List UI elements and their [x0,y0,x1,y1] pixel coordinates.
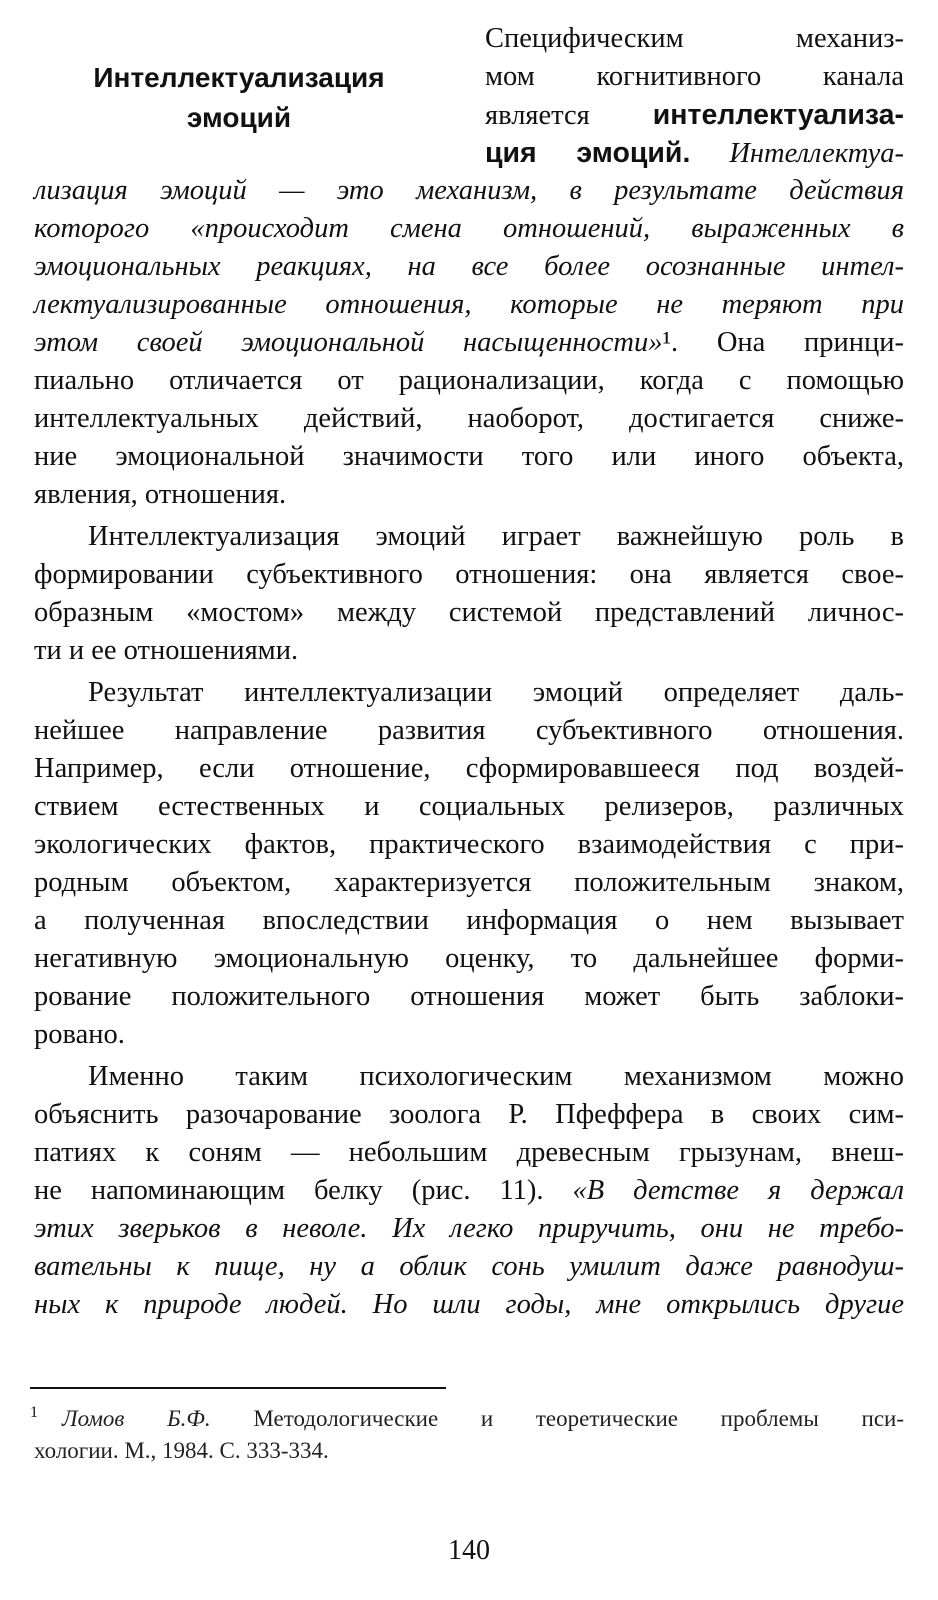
section-heading [34,58,444,138]
footnote-mark: 1 [30,1404,38,1421]
para4-line: Именно таким психологическим механизмом можно [88,1061,904,1092]
para3-line: ствием естественных и социальных релизеров, различных [34,791,904,822]
footnote-title: Методологические и теоретические проблемы пси- [210,1406,904,1431]
para4-line: патиях к соням — небольшим древесным грызунам, внеш- [34,1137,904,1168]
para3-line: родным объектом, характеризуется положительным знаком, [34,867,904,898]
para3-line: а полученная впоследствии информация о нем вызывает [34,905,904,936]
para3-line: Например, если отношение, сформировавшееся под воздей- [34,753,904,784]
para1-line: лектуализированные отношения, которые не теряют при [34,289,904,320]
para2-line: формировании субъективного отношения: она является свое- [34,559,904,590]
quote-start: «В детстве я держал [572,1175,904,1206]
para1-line: пиально отличается от рационализации, когда с помощью [34,365,904,396]
footnote-line-1 [62,1404,904,1434]
para4-text: не напоминающим белку (рис. 11). [34,1175,573,1206]
para4-line [34,1172,904,1210]
para3-line: экологических фактов, практического взаимодействия с при- [34,829,904,860]
footnote-ref: ¹. Она принци- [662,327,904,358]
para4-line: объяснить разочарование зоолога Р. Пфеффера в своих сим- [34,1099,904,1130]
para1-line: ние эмоциональной значимости того или иного объекта, [34,441,904,472]
para1-line: эмоциональных реакциях, на все более осознанные интел- [34,251,904,282]
intro-line-4 [485,134,904,173]
intro-line-3-text: является [485,100,653,131]
para4-line: вательны к пище, ну а облик сонь умилит даже равнодуш- [34,1251,904,1282]
para1-line: интеллектуальных действий, наоборот, достигается сниже- [34,403,904,434]
para1-line [34,324,904,362]
para3-line: нейшее направление развития субъективного отношения. [34,715,904,746]
para4-line: ных к природе людей. Но шли годы, мне открылись другие [34,1289,904,1320]
footnote-rule [30,1387,446,1389]
intro-line-2: мом когнитивного канала [485,61,904,92]
para2-line: Интеллектуализация эмоций играет важнейшую роль в [88,521,904,552]
definition-start: Интеллектуа- [729,138,905,169]
para1-line: явления, отношения. [34,479,287,510]
para1-line: которого «происходит смена отношений, выраженных в [34,213,904,244]
heading-line-2: эмоций [186,102,292,133]
term-bold-2: ция эмоций. [485,137,691,169]
para2-line: образным «мостом» между системой представлений личнос- [34,597,904,628]
footnote-line-2: хологии. М., 1984. С. 333-334. [34,1438,329,1463]
para3-line: ровано. [34,1019,125,1050]
term-bold: интеллектуализа- [652,99,904,131]
footnote-author: Ломов Б.Ф. [62,1406,211,1431]
heading-line-1: Интеллектуализация [93,62,385,93]
page-number: 140 [448,1535,490,1566]
intro-line-3 [485,96,904,135]
para4-line: этих зверьков в неволе. Их легко приручить, они не требо- [34,1213,904,1244]
intro-line-1: Специфическим механиз- [485,23,904,54]
quote-end: этом своей эмоциональной насыщенности» [34,327,663,358]
para1-line: лизация эмоций — это механизм, в результате действия [34,175,904,206]
para3-line: Результат интеллектуализации эмоций определяет даль- [88,677,904,708]
para3-line: рование положительного отношения может быть заблоки- [34,981,904,1012]
para2-line: ти и ее отношениями. [34,635,299,666]
para3-line: негативную эмоциональную оценку, то дальнейшее форми- [34,943,904,974]
